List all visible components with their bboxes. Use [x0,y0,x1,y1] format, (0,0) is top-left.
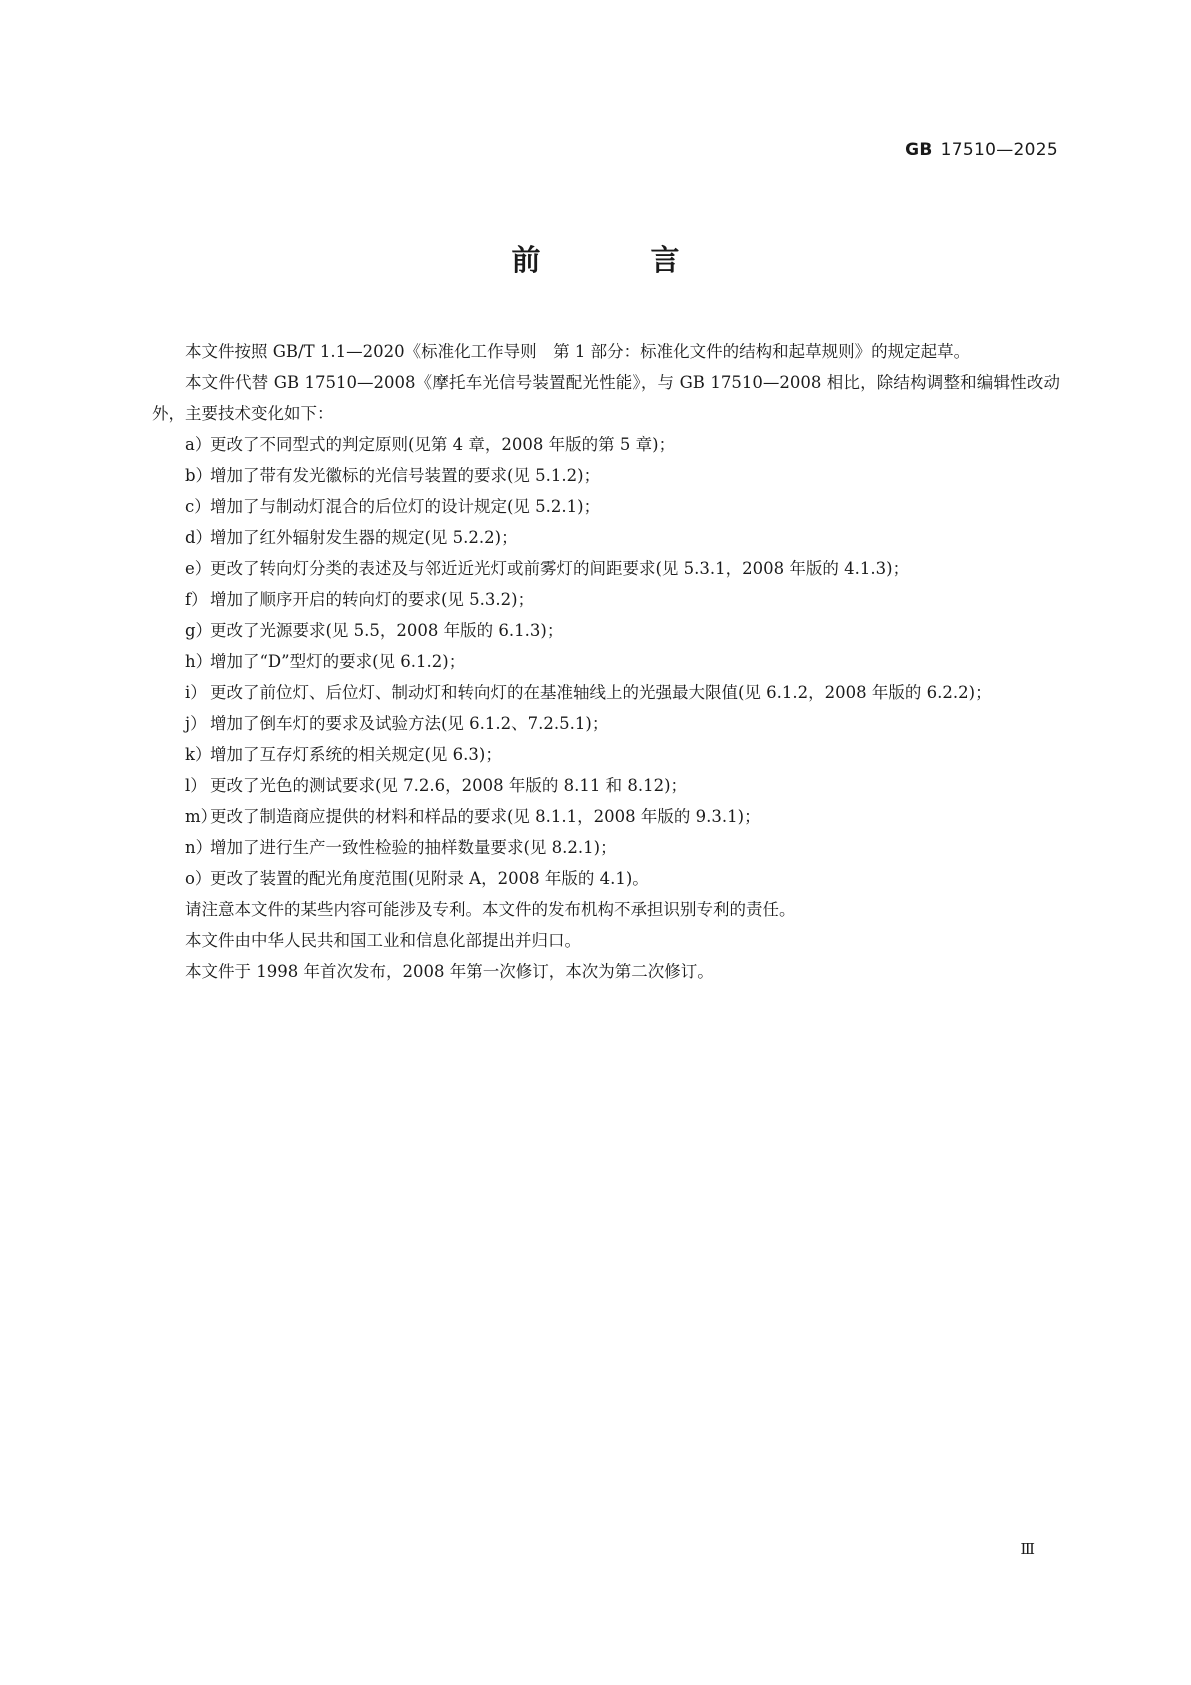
list-item-text: 增加了红外辐射发生器的规定(见 5.2.2)； [210,528,518,547]
list-marker: n） [185,838,213,857]
intro-paragraph-drafting-rules: 本文件按照 GB/T 1.1—2020《标准化工作导则 第 1 部分：标准化文件的结构和起草规则》的规定起草。 [185,342,971,361]
list-item-text: 更改了光源要求(见 5.5，2008 年版的 6.1.3)； [210,621,564,640]
list-item-text: 更改了光色的测试要求(见 7.2.6，2008 年版的 8.11 和 8.12)； [210,776,688,795]
list-marker: m） [185,807,218,826]
list-item [152,646,1060,677]
list-item [152,584,1060,615]
document-code-number: 17510—2025 [940,140,1058,160]
list-item-text: 更改了装置的配光角度范围(见附录 A，2008 年版的 4.1)。 [210,869,649,888]
list-marker: g） [185,621,213,640]
list-item-text: 增加了带有发光徽标的光信号装置的要求(见 5.1.2)； [210,466,601,485]
list-item-text: 增加了互存灯系统的相关规定(见 6.3)； [210,745,502,764]
list-item [152,770,1060,801]
list-item [152,708,1060,739]
technical-changes-list [152,429,1060,894]
list-marker: o） [185,869,212,888]
list-item [152,832,1060,863]
list-item-text: 增加了进行生产一致性检验的抽样数量要求(见 8.2.1)； [210,838,617,857]
list-item-text: 更改了不同型式的判定原则(见第 4 章，2008 年版的第 5 章)； [210,435,676,454]
document-code-prefix: GB [905,140,933,160]
list-marker: l） [185,776,207,795]
list-marker: f） [185,590,208,609]
list-marker: k） [185,745,212,764]
list-item [152,863,1060,894]
list-item [152,429,1060,460]
patent-notice-paragraph: 请注意本文件的某些内容可能涉及专利。本文件的发布机构不承担识别专利的责任。 [185,900,796,919]
list-item-text: 更改了前位灯、后位灯、制动灯和转向灯的在基准轴线上的光强最大限值(见 6.1.2，2008 年版的 6.2.2)； [210,683,992,702]
list-item [152,460,1060,491]
list-item-text: 增加了与制动灯混合的后位灯的设计规定(见 5.2.1)； [210,497,601,516]
foreword-body [152,336,1060,987]
intro-paragraph-replacement: 本文件代替 GB 17510—2008《摩托车光信号装置配光性能》，与 GB 17510—2008 相比，除结构调整和编辑性改动外，主要技术变化如下： [152,373,1060,423]
list-marker: b） [185,466,213,485]
list-item [152,801,1060,832]
proposer-paragraph: 本文件由中华人民共和国工业和信息化部提出并归口。 [185,931,581,950]
list-item-text: 更改了转向灯分类的表述及与邻近近光灯或前雾灯的间距要求(见 5.3.1，2008 年版的 4.1.3)； [210,559,910,578]
list-marker: a） [185,435,212,454]
list-marker: d） [185,528,213,547]
list-item [152,522,1060,553]
revision-history-paragraph: 本文件于 1998 年首次发布，2008 年第一次修订，本次为第二次修订。 [185,962,714,981]
page-title: 前 言 [511,243,730,277]
list-item [152,553,1060,584]
page-number: Ⅲ [1020,1540,1035,1558]
list-item-text: 增加了顺序开启的转向灯的要求(见 5.3.2)； [210,590,535,609]
document-code [905,140,1058,160]
list-item [152,491,1060,522]
list-marker: e） [185,559,212,578]
list-item [152,739,1060,770]
list-marker: h） [185,652,213,671]
list-item [152,615,1060,646]
list-item-text: 增加了倒车灯的要求及试验方法(见 6.1.2、7.2.5.1)； [210,714,609,733]
list-marker: i） [185,683,207,702]
list-marker: c） [185,497,211,516]
list-item [152,677,1060,708]
list-item-text: 更改了制造商应提供的材料和样品的要求(见 8.1.1，2008 年版的 9.3.1)； [210,807,761,826]
list-item-text: 增加了“D”型灯的要求(见 6.1.2)； [210,652,466,671]
list-marker: j） [185,714,207,733]
